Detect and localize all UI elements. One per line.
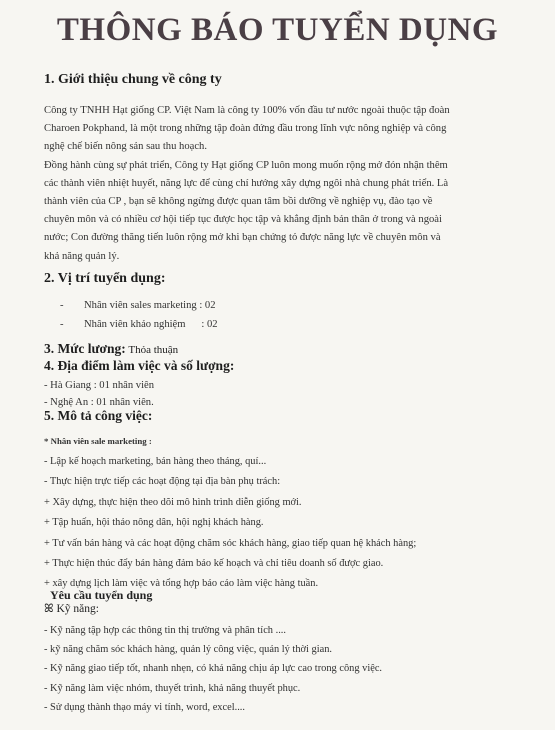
- list-item: - Hà Giang : 01 nhân viên: [44, 380, 155, 391]
- list-item: - Nhân viên khảo nghiệm : 02: [60, 319, 218, 330]
- section-location-heading: 4. Địa điểm làm việc và số lượng:: [44, 358, 235, 373]
- salary-heading: 3. Mức lương:: [44, 341, 126, 356]
- intro-line: các thành viên nhiệt huyết, năng lực để cùng chí hướng xây dựng ngôi nhà chung phát triển. Là: [44, 177, 449, 189]
- intro-line: chuyên môn và có nhiều cơ hội tiếp tục được học tập và khẳng định bản thân ở trong và ngoài: [44, 214, 442, 226]
- skills-heading: ꕤ Kỹ năng:: [44, 603, 99, 615]
- location-list: [44, 377, 154, 411]
- list-item: - Kỹ năng tập hợp các thông tin thị trường và phân tích ....: [44, 625, 286, 636]
- skills-list: [44, 621, 514, 717]
- page-title: THÔNG BÁO TUYỂN DỤNG: [56, 12, 499, 48]
- intro-line: nghệ chế biến nông sản sau thu hoạch.: [44, 141, 207, 153]
- section-positions-heading: 2. Vị trí tuyển dụng:: [44, 271, 166, 286]
- list-item: + Tư vấn bán hàng và các hoạt động chăm sóc khách hàng, giao tiếp quan hệ khách hàng;: [44, 537, 417, 549]
- salary-value: Thỏa thuận: [125, 344, 179, 356]
- position-label: Nhân viên khảo nghiệm : 02: [84, 319, 218, 330]
- list-item: - Thực hiện trực tiếp các hoạt động tại địa bàn phụ trách:: [44, 476, 281, 488]
- list-item: - Kỹ năng giao tiếp tốt, nhanh nhẹn, có khả năng chịu áp lực cao trong công việc.: [44, 663, 383, 675]
- list-item: + Xây dựng, thực hiện theo dõi mô hình trình diễn giống mới.: [44, 496, 302, 508]
- positions-list: [60, 296, 218, 334]
- list-item: - Nhân viên sales marketing : 02: [60, 300, 216, 311]
- list-item: + Tập huấn, hội thảo nông dân, hội nghị khách hàng.: [44, 517, 264, 529]
- company-intro-text: [44, 102, 519, 266]
- list-item: + Thực hiện thúc đẩy bán hàng đảm bảo kế hoạch và chỉ tiêu doanh số được giao.: [44, 558, 384, 570]
- position-label: Nhân viên sales marketing : 02: [84, 300, 216, 311]
- list-item: - Nghệ An : 01 nhân viên.: [44, 397, 154, 408]
- job-title-label: * Nhân viên sale marketing :: [44, 436, 152, 446]
- list-item: - Sử dụng thành thạo máy vi tính, word, excel....: [44, 701, 245, 713]
- intro-line: Đồng hành cùng sự phát triển, Công ty Hạt giống CP luôn mong muốn rộng mở đón nhận thêm: [44, 159, 448, 171]
- list-item: - kỹ năng chăm sóc khách hàng, quản lý công việc, quản lý thời gian.: [44, 644, 332, 656]
- list-item: + xây dựng lịch làm việc và tổng hợp báo cáo làm việc hàng tuần.: [44, 578, 319, 590]
- section-salary: [44, 341, 178, 357]
- intro-line: Công ty TNHH Hạt giống CP. Việt Nam là công ty 100% vốn đầu tư nước ngoài thuộc tập đoàn: [44, 105, 450, 116]
- list-item: - Kỹ năng làm việc nhóm, thuyết trình, khả năng thuyết phục.: [44, 682, 301, 694]
- intro-line: khả năng quản lý.: [44, 250, 120, 262]
- section-company-intro-heading: 1. Giới thiệu chung về công ty: [44, 72, 222, 87]
- section-job-description-heading: 5. Mô tả công việc:: [44, 408, 153, 423]
- requirements-heading: Yêu cầu tuyển dụng: [50, 588, 153, 602]
- intro-line: Charoen Pokphand, là một trong những tập đoàn đứng đầu trong lĩnh vực nông nghiệp và công: [44, 123, 447, 135]
- intro-line: nước; Con đường thăng tiến luôn rộng mở khi bạn chứng tỏ được năng lực về chuyên môn và: [44, 232, 441, 244]
- intro-line: thành viên của CP , bạn sẽ không ngừng được quan tâm bồi dưỡng về nghiệp vụ, đào tạo về: [44, 196, 433, 208]
- task-list: [44, 452, 514, 595]
- list-item: - Lập kế hoạch marketing, bán hàng theo tháng, quí...: [44, 456, 267, 467]
